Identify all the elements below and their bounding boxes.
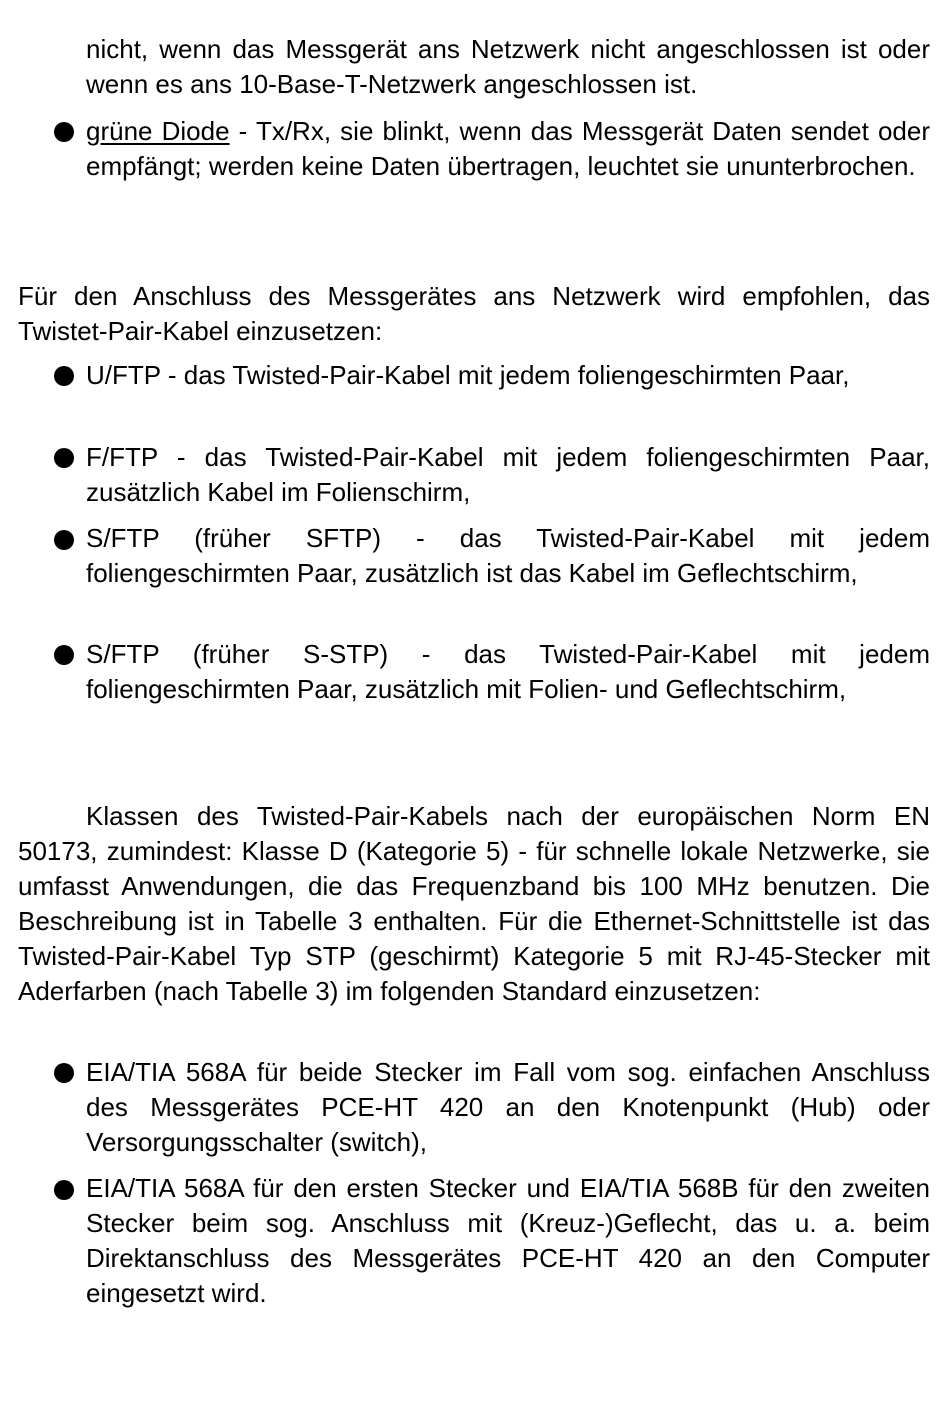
bullet-icon — [54, 530, 74, 550]
list-item-cable-type: S/FTP (früher SFTP) - das Twisted-Pair-Kabel mit jedem foliengeschirmten Paar, zusätzlich ist das Kabel im Geflechtschirm, — [86, 523, 930, 588]
bullet-icon — [54, 448, 74, 468]
bullet-icon — [54, 122, 74, 142]
list-item-cable-type: U/FTP - das Twisted-Pair-Kabel mit jedem foliengeschirmten Paar, — [86, 360, 850, 390]
bullet-icon — [54, 1063, 74, 1083]
cable-intro-paragraph: Für den Anschluss des Messgerätes ans Netzwerk wird empfohlen, das Twistet-Pair-Kabel einzusetzen: — [18, 281, 930, 346]
bullet-icon — [54, 645, 74, 665]
continuation-text: nicht, wenn das Messgerät ans Netzwerk nicht angeschlossen ist oder wenn es ans 10-Base-T-Netzwerk angeschlossen ist. — [86, 34, 930, 99]
list-item-green-diode — [86, 114, 930, 184]
list-item-standard: EIA/TIA 568A für den ersten Stecker und EIA/TIA 568B für den zweiten Stecker beim sog. Anschluss mit (Kreuz-)Geflecht, das u. a. beim Direktanschluss des Messgerätes PCE-HT 420 an den Computer eingesetzt wird. — [86, 1173, 930, 1308]
green-diode-description: - Tx/Rx, sie blinkt, wenn das Messgerät Daten sendet oder empfängt; werden keine Daten übertragen, leuchtet sie ununterbrochen. — [86, 116, 931, 181]
norm-paragraph: Klassen des Twisted-Pair-Kabels nach der europäischen Norm EN 50173, zumindest: Klasse D (Kategorie 5) - für schnelle lokale Netzwerke, sie umfasst Anwendungen, die das Frequenzband bis 100 MHz benutzen. Die Beschreibung ist in Tabelle 3 enthalten. Für die Ethernet-Schnittstelle ist das Twisted-Pair-Kabel Typ STP (geschirmt) Kategorie 5 mit RJ-45-Stecker mit Aderfarben (nach Tabelle 3) im folgenden Standard einzusetzen: — [18, 801, 930, 1006]
list-item-cable-type: S/FTP (früher S-STP) - das Twisted-Pair-Kabel mit jedem foliengeschirmten Paar, zusätzlich mit Folien- und Geflechtschirm, — [86, 639, 930, 704]
bullet-icon — [54, 1180, 74, 1200]
list-item-standard: EIA/TIA 568A für beide Stecker im Fall vom sog. einfachen Anschluss des Messgerätes PCE-HT 420 an den Knotenpunkt (Hub) oder Versorgungsschalter (switch), — [86, 1057, 930, 1157]
list-item-cable-type: F/FTP - das Twisted-Pair-Kabel mit jedem foliengeschirmten Paar, zusätzlich Kabel im Folienschirm, — [86, 442, 930, 507]
green-diode-term: grüne Diode — [86, 116, 230, 146]
bullet-icon — [54, 366, 74, 386]
